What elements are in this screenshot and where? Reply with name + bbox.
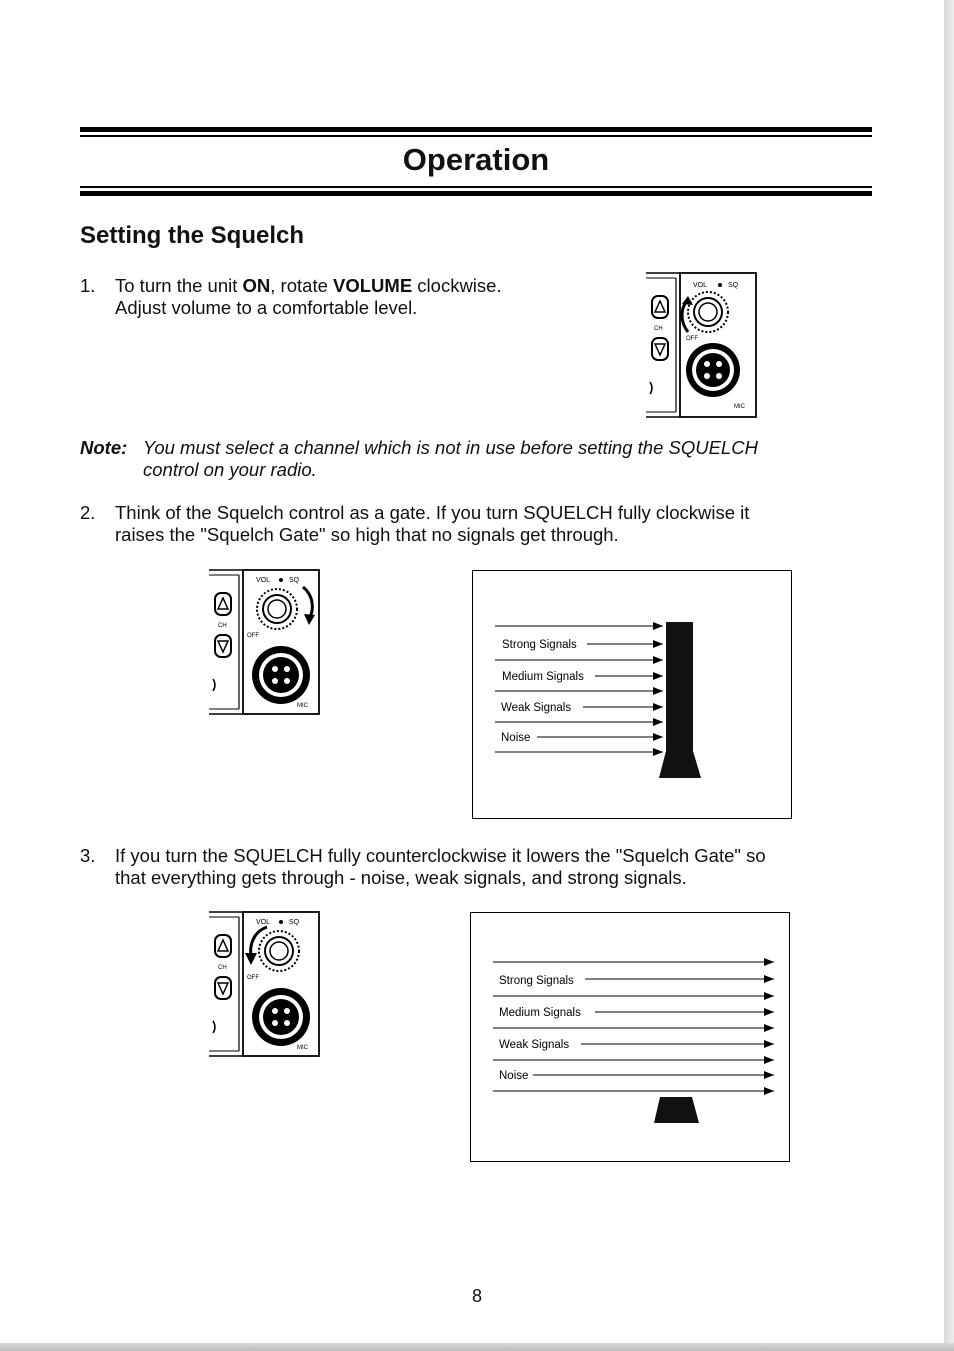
strong-signals-label: Strong Signals [499, 975, 574, 987]
off-label: OFF [686, 336, 698, 342]
step-1-number: 1. [80, 275, 96, 296]
vol-label: VOL [256, 577, 271, 584]
off-label: OFF [247, 633, 259, 639]
ch-label: CH [218, 623, 227, 629]
note-text [143, 437, 878, 481]
step-2-text [115, 502, 875, 546]
step-3-line-1: If you turn the SQUELCH fully counterclockwise it lowers the "Squelch Gate" so [115, 845, 766, 866]
step-2-number: 2. [80, 502, 96, 523]
radio-panel-squelch-counterclockwise [209, 909, 321, 1059]
weak-signals-label: Weak Signals [499, 1039, 570, 1051]
page-title: Operation [402, 142, 550, 177]
note-line-2: control on your radio. [143, 459, 317, 480]
step-2-line-1: Think of the Squelch control as a gate. If you turn SQUELCH fully clockwise it [115, 502, 750, 523]
radio-panel-squelch-clockwise [209, 567, 321, 717]
mic-label: MIC [734, 404, 745, 410]
noise-label: Noise [499, 1070, 529, 1082]
title-rule-thin [80, 186, 872, 188]
step-1-text-c: , rotate [270, 275, 334, 296]
sq-label: SQ [289, 577, 300, 584]
header-rule-thin [80, 135, 872, 137]
step-3-text [115, 845, 875, 889]
step-1-on-keyword: ON [242, 275, 271, 296]
medium-signals-label: Medium Signals [502, 671, 584, 683]
page-bottom-shadow [0, 1343, 954, 1351]
step-3-number: 3. [80, 845, 96, 866]
noise-label: Noise [501, 732, 531, 744]
step-1-text-a: To turn the unit [115, 275, 243, 296]
mic-label: MIC [297, 703, 308, 709]
strong-signals-label: Strong Signals [502, 639, 577, 651]
sq-label: SQ [728, 282, 739, 289]
section-title: Setting the Squelch [80, 222, 305, 249]
vol-label: VOL [693, 282, 708, 289]
title-rule-thick [80, 191, 872, 196]
note-label: Note: [80, 437, 128, 458]
note-line-1: You must select a channel which is not in use before setting the SQUELCH [143, 437, 758, 458]
gate-lowered-drawing [471, 913, 789, 1161]
step-1-text [115, 275, 615, 319]
ch-label: CH [654, 326, 663, 332]
header-rule-thick [80, 127, 872, 132]
weak-signals-label: Weak Signals [501, 702, 572, 714]
medium-signals-label: Medium Signals [499, 1007, 581, 1019]
page-edge-shadow [944, 0, 954, 1351]
step-2-line-2: raises the "Squelch Gate" so high that no signals get through. [115, 524, 619, 545]
gate-raised-drawing [473, 571, 791, 818]
ch-label: CH [218, 965, 227, 971]
step-1-volume-keyword: VOLUME [333, 275, 413, 296]
radio-panel-volume [646, 270, 758, 420]
squelch-gate-diagram-lowered [470, 912, 790, 1162]
step-3-line-2: that everything gets through - noise, weak signals, and strong signals. [115, 867, 687, 888]
off-label: OFF [247, 975, 259, 981]
vol-label: VOL [256, 919, 271, 926]
squelch-gate-diagram-raised [472, 570, 792, 819]
step-1-line-2: Adjust volume to a comfortable level. [115, 297, 418, 318]
sq-label: SQ [289, 919, 300, 926]
page-number: 8 [471, 1286, 482, 1306]
mic-label: MIC [297, 1045, 308, 1051]
step-1-text-e: clockwise. [412, 275, 502, 296]
